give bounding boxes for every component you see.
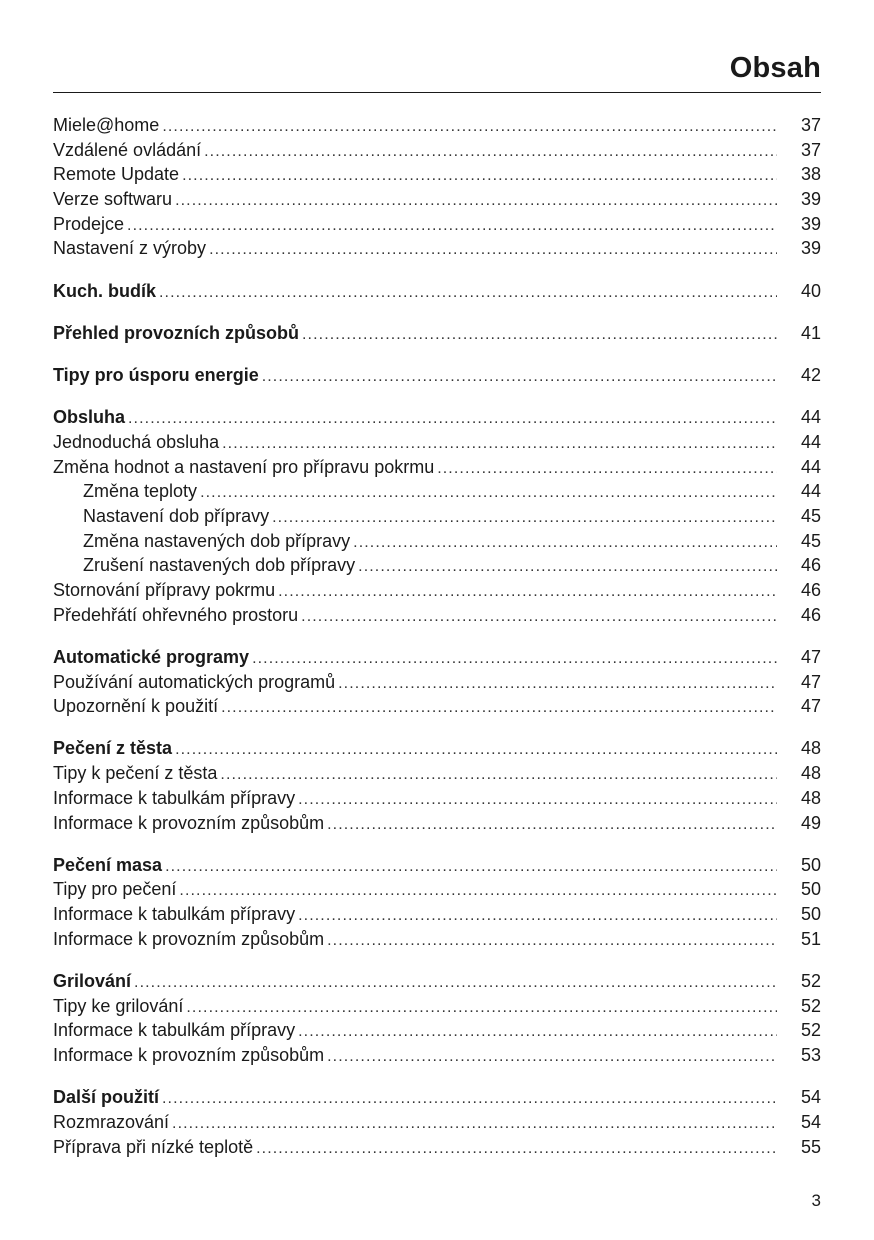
- toc-entry-label: Informace k tabulkám přípravy: [53, 1020, 296, 1041]
- toc-leader-dots: [204, 140, 777, 165]
- toc-section: [53, 853, 821, 952]
- toc-heading-entry[interactable]: [53, 736, 821, 761]
- toc-entry[interactable]: [53, 877, 821, 902]
- toc-entry-label: Informace k tabulkám přípravy: [53, 787, 296, 808]
- toc-section: [53, 279, 821, 304]
- toc-leader-dots: [262, 365, 777, 390]
- toc-entry-label: Používání automatických programů: [53, 671, 336, 692]
- toc-entry-page: 39: [800, 213, 821, 234]
- toc-leader-dots: [301, 605, 777, 630]
- toc-heading-label: Automatické programy: [53, 646, 250, 667]
- toc-heading-label: Přehled provozních způsobů: [53, 322, 300, 343]
- toc-section: [53, 405, 821, 627]
- toc-entry-page: 44: [800, 481, 821, 502]
- toc-heading-entry[interactable]: [53, 969, 821, 994]
- toc-entry-page: 50: [800, 879, 821, 900]
- toc-leader-dots: [165, 855, 777, 880]
- toc-leader-dots: [175, 189, 777, 214]
- toc-section: [53, 113, 821, 261]
- toc-entry-page: 37: [800, 115, 821, 135]
- toc-leader-dots: [179, 879, 777, 904]
- toc-entry[interactable]: [53, 212, 821, 237]
- toc-leader-dots: [327, 1045, 777, 1070]
- toc-entry[interactable]: [53, 113, 821, 138]
- toc-leader-dots: [338, 672, 777, 697]
- toc-entry-page: 45: [800, 505, 821, 526]
- toc-entry-label: Miele@home: [53, 115, 160, 135]
- toc-entry-label: Nastavení z výroby: [53, 238, 207, 259]
- toc-section: [53, 1085, 821, 1159]
- header-divider: [53, 92, 821, 93]
- toc-section: [53, 363, 821, 388]
- toc-entry[interactable]: [53, 430, 821, 455]
- toc-entry[interactable]: [53, 994, 821, 1019]
- toc-entry[interactable]: [53, 1018, 821, 1043]
- toc-leader-dots: [134, 971, 777, 996]
- toc-entry-label: Informace k provozním způsobům: [53, 812, 325, 833]
- toc-entry-page: 53: [800, 1045, 821, 1065]
- toc-section: [53, 321, 821, 346]
- toc-heading-entry[interactable]: [53, 279, 821, 304]
- toc-entry[interactable]: [53, 138, 821, 163]
- toc-entry-page: 40: [800, 280, 821, 301]
- toc-leader-dots: [220, 763, 777, 788]
- toc-heading-label: Grilování: [53, 970, 132, 991]
- toc-entry[interactable]: [53, 1043, 821, 1068]
- toc-entry[interactable]: [53, 578, 821, 603]
- toc-entry[interactable]: [53, 162, 821, 187]
- toc-heading-entry[interactable]: [53, 645, 821, 670]
- toc-leader-dots: [353, 531, 777, 556]
- toc-entry-page: 52: [800, 995, 821, 1016]
- toc-leader-dots: [358, 555, 777, 580]
- toc-entry[interactable]: [53, 236, 821, 261]
- toc-entry-label: Informace k provozním způsobům: [53, 1045, 325, 1065]
- toc-leader-dots: [272, 506, 777, 531]
- toc-entry-page: 48: [800, 787, 821, 808]
- toc-subentry[interactable]: [53, 504, 821, 529]
- toc-subentry-label: Nastavení dob přípravy: [83, 505, 270, 526]
- toc-subentry[interactable]: [53, 479, 821, 504]
- toc-entry-page: 52: [800, 970, 821, 991]
- toc-entry-page: 50: [800, 854, 821, 875]
- toc-entry-page: 39: [800, 189, 821, 210]
- toc-entry-page: 55: [800, 1136, 821, 1157]
- toc-entry-page: 51: [800, 928, 821, 949]
- toc-heading-label: Pečení masa: [53, 854, 163, 875]
- toc-entry-page: 48: [800, 738, 821, 759]
- toc-entry[interactable]: [53, 670, 821, 695]
- toc-heading-entry[interactable]: [53, 321, 821, 346]
- toc-leader-dots: [437, 457, 777, 482]
- toc-leader-dots: [162, 115, 777, 140]
- toc-heading-entry[interactable]: [53, 405, 821, 430]
- toc-leader-dots: [298, 1020, 777, 1045]
- toc-leader-dots: [182, 164, 777, 189]
- toc-entry-page: 48: [800, 763, 821, 784]
- toc-entry[interactable]: [53, 811, 821, 836]
- toc-entry-label: Tipy k pečení z těsta: [53, 763, 218, 784]
- toc-entry-page: 44: [800, 456, 821, 477]
- toc-entry-page: 47: [800, 671, 821, 692]
- toc-subentry[interactable]: [53, 553, 821, 578]
- toc-entry-label: Příprava při nízké teplotě: [53, 1136, 254, 1157]
- toc-entry-label: Prodejce: [53, 213, 125, 234]
- toc-entry-page: 44: [800, 431, 821, 452]
- page-title: Obsah: [729, 52, 821, 84]
- toc-leader-dots: [200, 481, 777, 506]
- toc-entry-label: Vzdálené ovládání: [53, 139, 202, 160]
- toc-entry-page: 47: [800, 646, 821, 667]
- toc-heading-entry[interactable]: [53, 363, 821, 388]
- toc-entry-label: Předehřátí ohřevného prostoru: [53, 604, 299, 625]
- toc-subentry[interactable]: [53, 529, 821, 554]
- toc-leader-dots: [327, 929, 777, 954]
- toc-entry-page: 46: [800, 555, 821, 576]
- toc-heading-entry[interactable]: [53, 1085, 821, 1110]
- toc-entry-page: 37: [800, 139, 821, 160]
- toc-entry-page: 46: [800, 580, 821, 600]
- toc-section: [53, 645, 821, 719]
- toc-entry[interactable]: [53, 761, 821, 786]
- toc-entry-label: Stornování přípravy pokrmu: [53, 580, 276, 600]
- toc-entry-page: 46: [800, 604, 821, 625]
- toc-entry-page: 50: [800, 904, 821, 925]
- toc-heading-label: Obsluha: [53, 407, 126, 428]
- toc-entry-page: 39: [800, 238, 821, 259]
- toc-entry-page: 54: [800, 1087, 821, 1108]
- toc-entry[interactable]: [53, 786, 821, 811]
- toc-leader-dots: [278, 580, 777, 605]
- toc-entry-page: 38: [800, 164, 821, 185]
- toc-entry-page: 49: [800, 812, 821, 833]
- toc-entry-page: 42: [800, 365, 821, 385]
- toc-leader-dots: [162, 1087, 777, 1112]
- toc-leader-dots: [127, 214, 777, 239]
- toc-leader-dots: [172, 1112, 777, 1137]
- toc-section: [53, 969, 821, 1068]
- toc-heading-label: Další použití: [53, 1087, 160, 1108]
- toc-heading-label: Pečení z těsta: [53, 738, 173, 759]
- toc-entry-page: 47: [800, 696, 821, 717]
- toc-entry-label: Informace k tabulkám přípravy: [53, 904, 296, 925]
- toc-leader-dots: [298, 788, 777, 813]
- toc-entry-label: Změna hodnot a nastavení pro přípravu pokrmu: [53, 456, 435, 477]
- toc-entry[interactable]: [53, 1135, 821, 1160]
- toc-leader-dots: [327, 813, 777, 838]
- toc-leader-dots: [302, 323, 777, 348]
- toc-heading-label: Tipy pro úsporu energie: [53, 365, 259, 385]
- toc-entry-page: 54: [800, 1111, 821, 1132]
- toc-entry-label: Rozmrazování: [53, 1111, 170, 1132]
- toc-entry-label: Informace k provozním způsobům: [53, 928, 325, 949]
- toc-entry[interactable]: [53, 455, 821, 480]
- page-number: 3: [811, 1191, 821, 1210]
- toc-entry-page: 45: [800, 530, 821, 551]
- toc-leader-dots: [252, 647, 777, 672]
- toc-entry-page: 44: [800, 407, 821, 428]
- toc-leader-dots: [298, 904, 777, 929]
- toc-entry-page: 52: [800, 1020, 821, 1041]
- toc-heading-label: Kuch. budík: [53, 280, 156, 301]
- toc-section: [53, 736, 821, 835]
- toc-leader-dots: [186, 996, 777, 1021]
- toc-entry[interactable]: [53, 694, 821, 719]
- toc-leader-dots: [209, 238, 777, 263]
- toc-entry-label: Jednoduchá obsluha: [53, 431, 220, 452]
- toc-entry[interactable]: [53, 927, 821, 952]
- toc-subentry-label: Zrušení nastavených dob přípravy: [83, 555, 356, 576]
- toc-entry-page: 41: [800, 322, 821, 343]
- toc-leader-dots: [159, 281, 777, 306]
- toc-leader-dots: [128, 407, 777, 432]
- toc-entry-label: Upozornění k použití: [53, 696, 219, 717]
- toc-subentry-label: Změna teploty: [83, 481, 198, 502]
- toc-leader-dots: [222, 432, 777, 457]
- toc-leader-dots: [221, 696, 777, 721]
- toc-entry[interactable]: [53, 902, 821, 927]
- toc-entry-label: Remote Update: [53, 164, 180, 185]
- toc-entry-label: Verze softwaru: [53, 189, 173, 210]
- toc-subentry-label: Změna nastavených dob přípravy: [83, 530, 351, 551]
- toc-leader-dots: [175, 738, 777, 763]
- table-of-contents: [53, 113, 821, 1177]
- toc-entry[interactable]: [53, 603, 821, 628]
- toc-entry[interactable]: [53, 1110, 821, 1135]
- toc-entry[interactable]: [53, 187, 821, 212]
- toc-heading-entry[interactable]: [53, 853, 821, 878]
- toc-entry-label: Tipy pro pečení: [53, 879, 177, 900]
- toc-leader-dots: [256, 1137, 777, 1162]
- toc-entry-label: Tipy ke grilování: [53, 995, 184, 1016]
